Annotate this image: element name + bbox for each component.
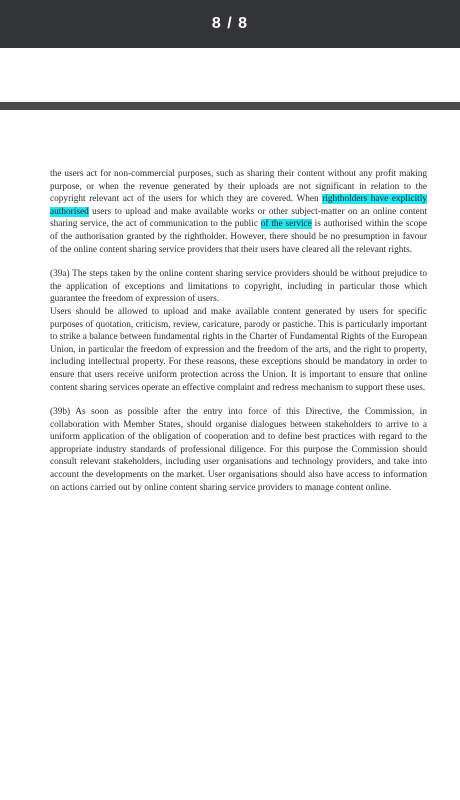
- paragraph-39b: [50, 406, 427, 494]
- highlighted-text[interactable]: rightholders have explicitly authorised: [50, 194, 427, 217]
- page-text: [50, 168, 427, 506]
- page-indicator: 8 / 8: [211, 15, 249, 32]
- paragraph-39a: [50, 268, 427, 394]
- paragraph-text: users to upload and make available works or other subject-matter on an online content sharing service, the act of communication to the public: [50, 206, 427, 230]
- paragraph-text: is authorised within the scope of the authorisation granted by the rightholder. However, there should be no presumption in favour of the online content sharing service providers that their users have cleared all the relevant rights.: [50, 219, 427, 255]
- document-page: [0, 110, 460, 800]
- top-toolbar: [0, 0, 460, 48]
- paragraph-text: Users should be allowed to upload and make available content generated by users for specific purposes of quotation, criticism, review, caricature, parody or pastiche. This is particularly important to strike a balance between fundamental rights in the Charter of Fundamental Rights of the European Union, in particular the freedom of expression and the freedom of the arts, and the right to property, including intellectual property. For these reasons, these exceptions should be mandatory in order to ensure that users receive uniform protection across the Union. It is important to ensure that online content sharing services operate an effective complaint and redress mechanism to support these uses.: [50, 306, 427, 393]
- paragraph-39-continued: [50, 168, 427, 256]
- paragraph-text: (39a) The steps taken by the online content sharing service providers should be without prejudice to the application of exceptions and limitations to copyright, including in particular those which guarantee the freedom of expression of users.: [50, 269, 427, 305]
- previous-page-bottom: [0, 48, 460, 102]
- paragraph-text: (39b) As soon as possible after the entry into force of this Directive, the Commission, in collaboration with Member States, should organise dialogues between stakeholders to arrive to a uniform application of the obligation of cooperation and to define best practices with regard to the appropriate industry standards of professional diligence. For this purpose the Commission should consult relevant stakeholders, including user organisations and technology providers, and take into account the developments on the market. User organisations should also have access to information on actions carried out by online content sharing service providers to manage content online.: [50, 407, 427, 493]
- highlighted-text[interactable]: of the service: [260, 219, 312, 230]
- paragraph-text: the users act for non-commercial purposes, such as sharing their content without any profit making purpose, or when the revenue generated by their uploads are not significant in relation to the copyright relevant act of the users for which they are covered. When: [50, 169, 427, 205]
- page-separator: [0, 102, 460, 110]
